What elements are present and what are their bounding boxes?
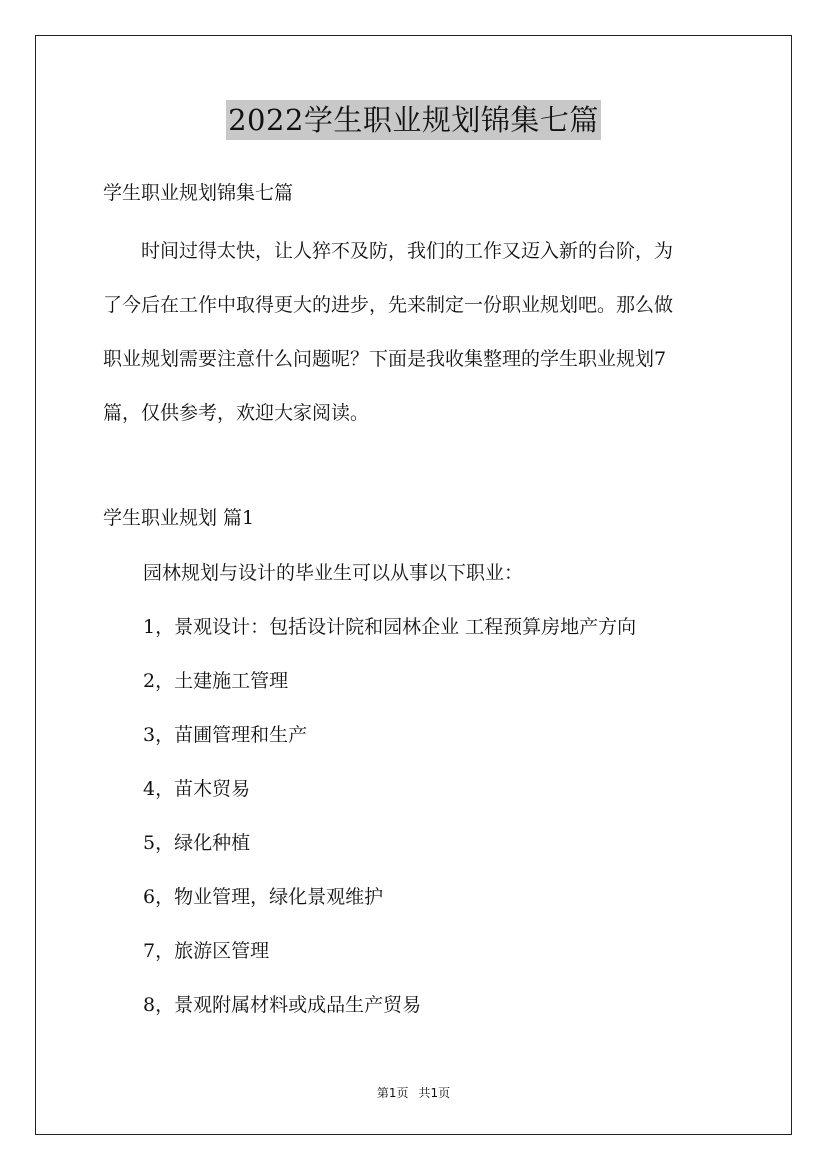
list-item: 7，旅游区管理 [143,940,270,962]
list-item: 3，苗圃管理和生产 [143,724,308,746]
section-heading: 学生职业规划 篇1 [103,507,255,529]
page-number: 第1页 [376,1086,409,1100]
title-container [0,100,827,140]
list-item: 5，绿化种植 [143,832,251,854]
intro-line: 时间过得太快，让人猝不及防，我们的工作又迈入新的台阶，为 [103,240,674,262]
intro-line: 篇，仅供参考，欢迎大家阅读。 [103,402,370,424]
intro-paragraph [103,224,727,440]
document-title: 2022学生职业规划锦集七篇 [226,100,601,140]
list-item: 6，物业管理，绿化景观维护 [143,886,384,908]
list-item: 2，土建施工管理 [143,670,289,692]
intro-line: 职业规划需要注意什么问题呢？下面是我收集整理的学生职业规划7 [103,348,667,370]
document-subtitle: 学生职业规划锦集七篇 [103,182,294,204]
intro-line: 了今后在工作中取得更大的进步，先来制定一份职业规划吧。那么做 [103,294,674,316]
page-footer [0,1084,827,1101]
section-intro: 园林规划与设计的毕业生可以从事以下职业： [143,562,524,584]
list-item: 4，苗木贸易 [143,778,251,800]
list-item: 8，景观附属材料或成品生产贸易 [143,994,422,1016]
list-item: 1，景观设计：包括设计院和园林企业 工程预算房地产方向 [143,616,637,638]
page-total: 共1页 [418,1086,451,1100]
